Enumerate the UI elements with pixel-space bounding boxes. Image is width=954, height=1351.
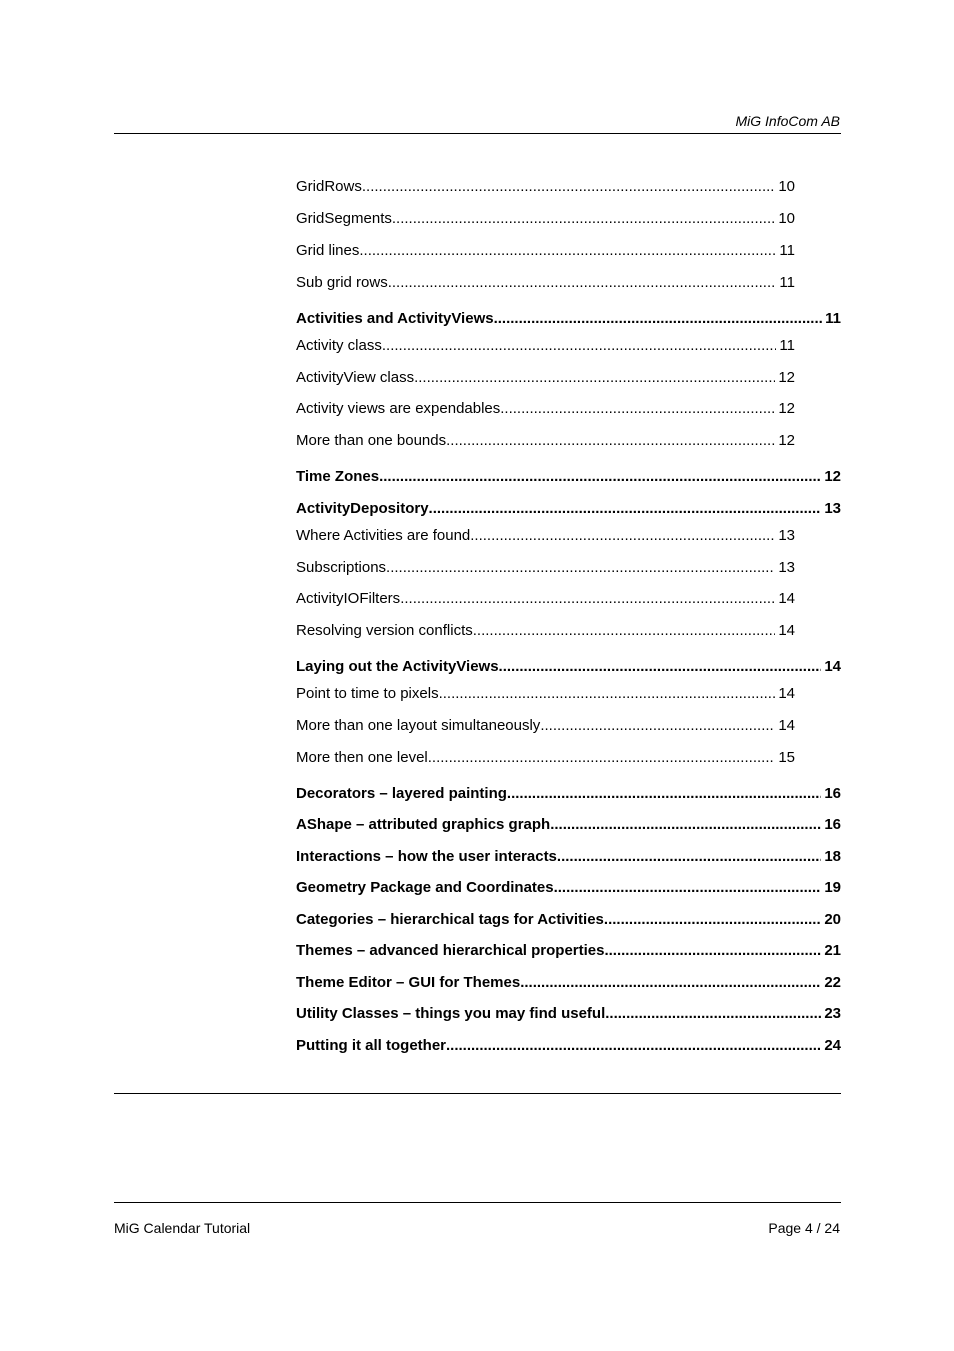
toc-entry-page: 23: [824, 1005, 841, 1022]
toc-entry-page: 11: [779, 337, 795, 354]
toc-entry-title: Activity views are expendables: [296, 400, 501, 417]
toc-section-entry[interactable]: [296, 717, 795, 734]
toc-section-entry[interactable]: [296, 400, 795, 417]
toc-entry-page: 12: [824, 468, 841, 485]
toc-dot-leader: [386, 559, 775, 576]
toc-entry-page: 14: [778, 685, 795, 702]
toc-chapter-entry[interactable]: [296, 848, 841, 865]
toc-dot-leader: [554, 879, 822, 896]
toc-dot-leader: [400, 590, 775, 607]
toc-entry-page: 12: [778, 369, 795, 386]
toc-entry-page: 14: [778, 590, 795, 607]
toc-entry-page: 14: [778, 717, 795, 734]
toc-section-entry[interactable]: [296, 559, 795, 576]
toc-entry-page: 10: [778, 210, 795, 227]
toc-dot-leader: [604, 911, 821, 928]
toc-chapter-entry[interactable]: [296, 785, 841, 802]
toc-dot-leader: [359, 242, 776, 259]
toc-entry-page: 12: [778, 432, 795, 449]
toc-entry-page: 13: [778, 527, 795, 544]
toc-section-entry[interactable]: [296, 685, 795, 702]
toc-dot-leader: [362, 178, 775, 195]
toc-dot-leader: [429, 500, 822, 517]
toc-section-entry[interactable]: [296, 337, 795, 354]
toc-section-entry[interactable]: [296, 432, 795, 449]
toc-chapter-entry[interactable]: [296, 468, 841, 485]
toc-entry-title: Activity class: [296, 337, 382, 354]
toc-entry-title: ActivityView class: [296, 369, 415, 386]
toc-dot-leader: [604, 942, 821, 959]
toc-dot-leader: [414, 369, 775, 386]
toc-entry-title: Geometry Package and Coordinates: [296, 879, 554, 896]
toc-dot-leader: [428, 749, 776, 766]
toc-chapter-entry[interactable]: [296, 816, 841, 833]
toc-dot-leader: [540, 717, 775, 734]
toc-entry-page: 10: [778, 178, 795, 195]
footer-page-number: Page 4 / 24: [768, 1220, 840, 1236]
toc-entry-title: Point to time to pixels: [296, 685, 439, 702]
toc-entry-title: Resolving version conflicts: [296, 622, 473, 639]
toc-dot-leader: [446, 432, 775, 449]
toc-section-entry[interactable]: [296, 369, 795, 386]
toc-entry-title: Sub grid rows: [296, 274, 388, 291]
toc-entry-page: 20: [824, 911, 841, 928]
toc-section-entry[interactable]: [296, 210, 795, 227]
toc-entry-title: Activities and ActivityViews: [296, 310, 494, 327]
toc-dot-leader: [473, 622, 776, 639]
toc-entry-page: 21: [824, 942, 841, 959]
toc-chapter-entry[interactable]: [296, 942, 841, 959]
toc-entry-title: Subscriptions: [296, 559, 387, 576]
toc-entry-title: More then one level: [296, 749, 428, 766]
toc-dot-leader: [557, 848, 821, 865]
toc-entry-page: 24: [824, 1037, 841, 1054]
toc-dot-leader: [605, 1005, 821, 1022]
toc-entry-page: 22: [824, 974, 841, 991]
toc-entry-title: Where Activities are found: [296, 527, 471, 544]
toc-entry-title: Grid lines: [296, 242, 360, 259]
toc-entry-title: Utility Classes – things you may find useful: [296, 1005, 606, 1022]
toc-chapter-entry[interactable]: [296, 310, 841, 327]
toc-entry-page: 12: [778, 400, 795, 417]
toc-entry-page: 16: [824, 785, 841, 802]
toc-dot-leader: [382, 337, 777, 354]
toc-section-entry[interactable]: [296, 242, 795, 259]
toc-dot-leader: [446, 1037, 821, 1054]
toc-section-entry[interactable]: [296, 749, 795, 766]
toc-entry-title: More than one layout simultaneously: [296, 717, 541, 734]
toc-dot-leader: [499, 658, 822, 675]
toc-section-entry[interactable]: [296, 274, 795, 291]
toc-section-entry[interactable]: [296, 178, 795, 195]
toc-dot-leader: [507, 785, 821, 802]
toc-entry-page: 15: [778, 749, 795, 766]
toc-entry-title: GridRows: [296, 178, 362, 195]
header-company-name: MiG InfoCom AB: [735, 113, 840, 129]
toc-section-entry[interactable]: [296, 622, 795, 639]
toc-dot-leader: [494, 310, 823, 327]
toc-entry-title: Time Zones: [296, 468, 380, 485]
toc-entry-page: 11: [779, 274, 795, 291]
toc-entry-title: Themes – advanced hierarchical properties: [296, 942, 605, 959]
toc-entry-title: ActivityIOFilters: [296, 590, 401, 607]
content-end-rule: [114, 1093, 841, 1094]
toc-section-entry[interactable]: [296, 527, 795, 544]
toc-dot-leader: [470, 527, 775, 544]
toc-dot-leader: [379, 468, 821, 485]
toc-chapter-entry[interactable]: [296, 658, 841, 675]
toc-entry-page: 19: [824, 879, 841, 896]
toc-entry-title: More than one bounds: [296, 432, 447, 449]
toc-chapter-entry[interactable]: [296, 879, 841, 896]
toc-chapter-entry[interactable]: [296, 911, 841, 928]
toc-section-entry[interactable]: [296, 590, 795, 607]
toc-dot-leader: [550, 816, 821, 833]
toc-chapter-entry[interactable]: [296, 974, 841, 991]
toc-entry-page: 14: [824, 658, 841, 675]
toc-entry-title: Categories – hierarchical tags for Activities: [296, 911, 604, 928]
toc-entry-page: 13: [778, 559, 795, 576]
toc-dot-leader: [392, 210, 775, 227]
toc-entry-title: AShape – attributed graphics graph: [296, 816, 551, 833]
toc-dot-leader: [388, 274, 777, 291]
toc-entry-title: Interactions – how the user interacts: [296, 848, 557, 865]
toc-entry-title: ActivityDepository: [296, 500, 429, 517]
toc-dot-leader: [500, 400, 775, 417]
footer-document-title: MiG Calendar Tutorial: [114, 1220, 251, 1236]
toc-entry-page: 14: [778, 622, 795, 639]
toc-dot-leader: [520, 974, 821, 991]
toc-entry-title: Putting it all together: [296, 1037, 446, 1054]
toc-dot-leader: [439, 685, 776, 702]
toc-entry-page: 18: [824, 848, 841, 865]
toc-entry-page: 13: [824, 500, 841, 517]
toc-chapter-entry[interactable]: [296, 1037, 841, 1054]
toc-entry-title: Laying out the ActivityViews: [296, 658, 499, 675]
toc-entry-title: GridSegments: [296, 210, 392, 227]
toc-entry-title: Decorators – layered painting: [296, 785, 507, 802]
footer-rule: [114, 1202, 841, 1203]
toc-entry-title: Theme Editor – GUI for Themes: [296, 974, 521, 991]
toc-entry-page: 16: [824, 816, 841, 833]
toc-entry-page: 11: [825, 310, 841, 327]
toc-chapter-entry[interactable]: [296, 500, 841, 517]
toc-entry-page: 11: [779, 242, 795, 259]
toc-chapter-entry[interactable]: [296, 1005, 841, 1022]
